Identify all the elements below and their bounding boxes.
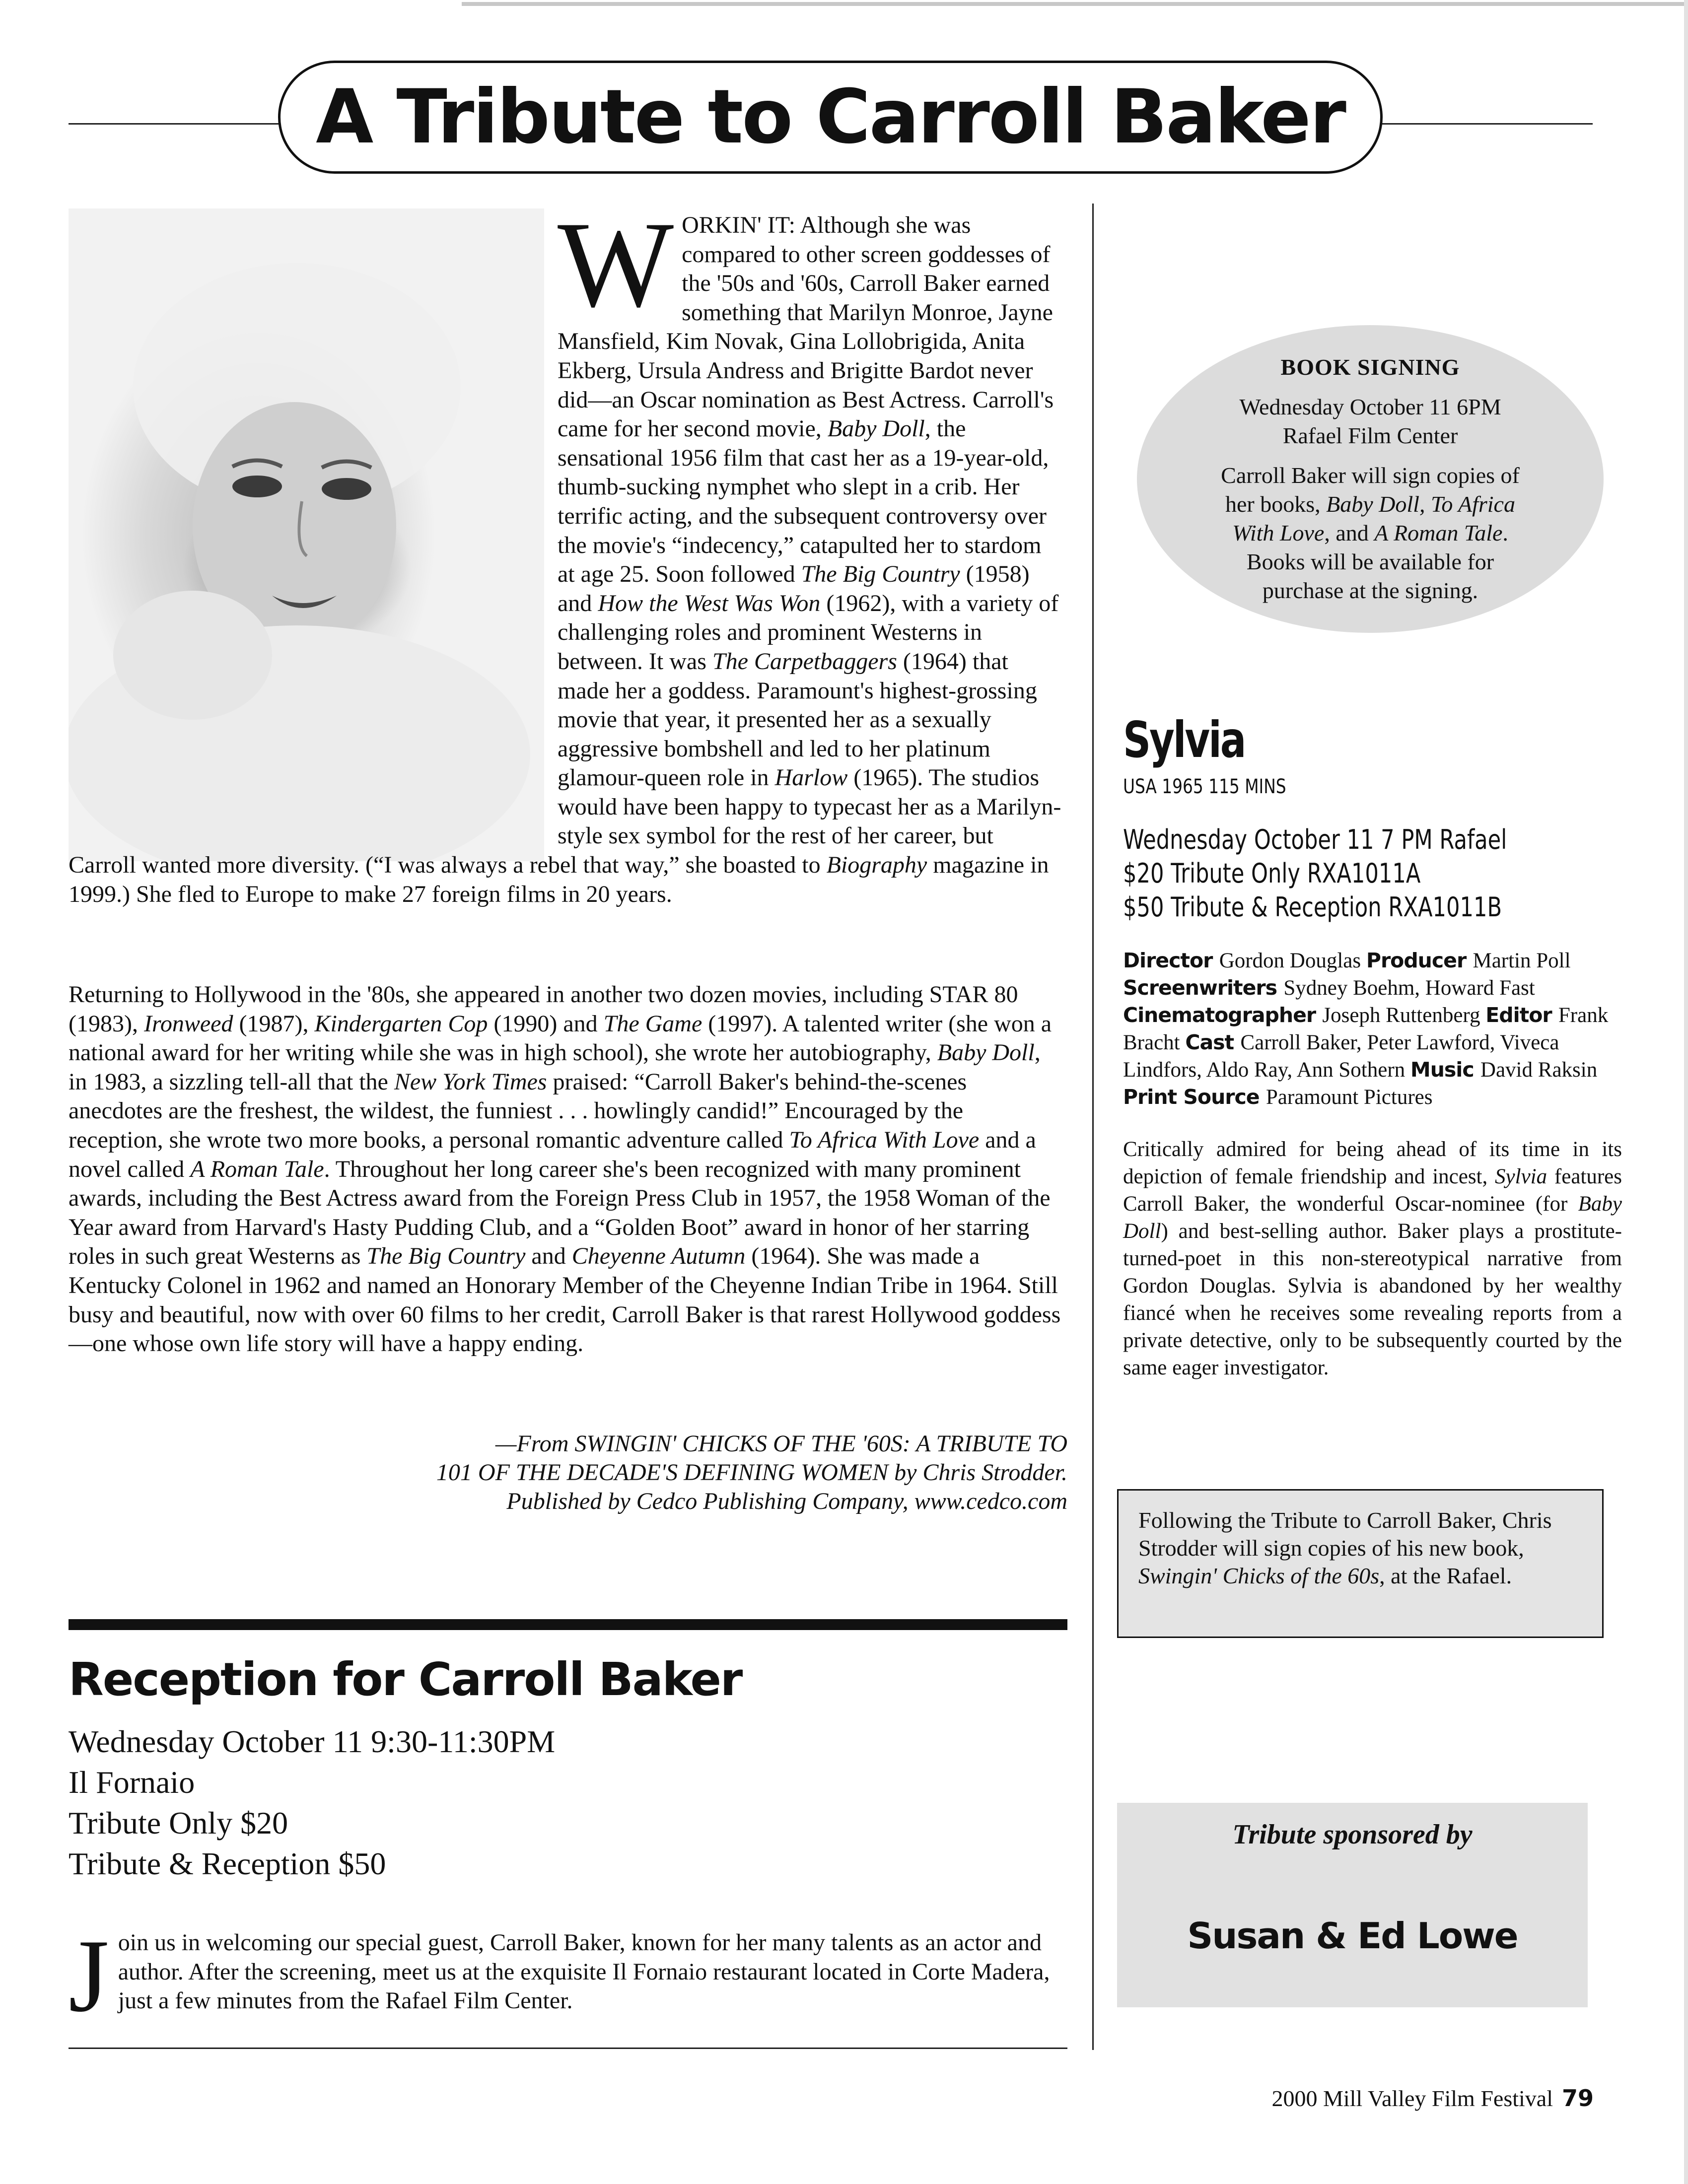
title-rule-left [69, 123, 282, 125]
article-text-run: (1965). The studios would have been happy to typecast her as a Marilyn-style sex symbol for the rest of her career, but Carroll wanted more diversity. (“I was always a rebel that way,” she boasted to [69, 764, 1061, 879]
article-text-run: The Big Country [801, 561, 960, 588]
credit-label: Cast [1185, 1030, 1241, 1054]
article-text-run: (1997). A talented writer (she won a national award for her writing while she was in high school), she wrote her autobiography, [69, 1010, 1052, 1066]
article-text-run: Biography [826, 852, 927, 879]
book-signing-callout [1137, 325, 1604, 633]
page-footer [1271, 2085, 1594, 2112]
article-credit [69, 1430, 1067, 1516]
article-paragraph-2 [69, 980, 1061, 1359]
film-credits [1123, 947, 1622, 1111]
article-text-run: (1958) and [558, 561, 1030, 616]
credit-label: Producer [1366, 949, 1473, 972]
book-signing-text [1211, 461, 1529, 605]
article-text-run: The Carpetbaggers [712, 648, 897, 675]
credit-line: —From SWINGIN' CHICKS OF THE '60S: A TRIBUTE TO [495, 1431, 1067, 1457]
reception-line: Tribute Only $20 [69, 1805, 288, 1841]
film-meta: USA 1965 115 MINS [1123, 775, 1286, 798]
credit-value: Carroll Baker, Peter Lawford, Viveca Lindfors, Aldo Ray, Ann Sothern [1123, 1031, 1559, 1082]
article-text-run: Ironweed [143, 1010, 233, 1037]
column-divider [1092, 204, 1094, 2050]
author-note-run: , at the Rafael. [1379, 1563, 1512, 1588]
article-text-run: Baby Doll [827, 415, 925, 442]
reception-line: Tribute & Reception $50 [69, 1846, 386, 1881]
author-signing-note [1117, 1489, 1604, 1638]
title-rule-right [1379, 123, 1593, 125]
bottom-rule [69, 2048, 1067, 2049]
article-dropcap: W [558, 196, 674, 333]
article-text-run: (1962), with a variety of challenging roles and prominent Westerns in between. It was [558, 590, 1059, 675]
article-text-run: and [525, 1243, 572, 1270]
credit-label: Director [1123, 949, 1219, 972]
credit-value: Gordon Douglas [1219, 949, 1366, 972]
article-text-run: (1964) that made her a goddess. Paramount's highest-grossing movie that year, it presented her as a sexually aggressive bombshell and led to her platinum glamour-queen role in [558, 648, 1037, 791]
film-showtimes [1123, 823, 1507, 924]
film-description-run: Critically admired for being ahead of its time in its depiction of female friendship and incest, [1123, 1138, 1622, 1188]
reception-details [69, 1721, 555, 1884]
credit-value: Martin Poll [1473, 949, 1571, 972]
book-signing-title: BOOK SIGNING [1280, 354, 1460, 380]
film-description-run: Sylvia [1495, 1165, 1547, 1188]
showtime-line: $50 Tribute & Reception RXA1011B [1123, 891, 1502, 923]
sponsor-box [1117, 1803, 1588, 2007]
top-scan-edge [462, 2, 1688, 6]
book-signing-text-run: Carroll Baker will sign copies of her books, [1221, 463, 1520, 517]
credit-label: Cinematographer [1123, 1003, 1323, 1027]
book-signing-time: Wednesday October 11 6PM [1239, 394, 1501, 419]
page-title: A Tribute to Carroll Baker [316, 74, 1345, 160]
film-title: Sylvia [1123, 711, 1245, 769]
article-text-run: How the West Was Won [598, 590, 821, 616]
reception-line: Wednesday October 11 9:30-11:30PM [69, 1724, 556, 1759]
film-description-run: Baby Doll [1123, 1192, 1622, 1243]
article-text-run: ORKIN' IT: Although she was compared to other screen goddesses of the '50s and '60s, Carroll Baker earned something that Marilyn Monroe, Jayne Mansfield, Kim Novak, Gina Lollobrigida, Anita Ekberg, Ursula Andress and Brigitte Bardot never did—an Oscar nomination as Best Actress. Carroll's came for her second movie, [558, 212, 1054, 442]
article-text-run: , in 1983, a sizzling tell-all that the [69, 1039, 1041, 1095]
page-number: 79 [1561, 2085, 1594, 2112]
credit-value: Joseph Ruttenberg [1322, 1004, 1486, 1027]
credit-value: Frank Bracht [1123, 1004, 1609, 1054]
article-text-run: Harlow [774, 764, 848, 791]
title-banner [278, 61, 1383, 174]
article-text-run: magazine in 1999.) She fled to Europe to make 27 foreign films in 20 years. [69, 852, 1049, 907]
article-text-run: A Roman Tale [190, 1156, 324, 1182]
sponsor-label: Tribute sponsored by [1232, 1819, 1473, 1850]
credit-value: Paramount Pictures [1266, 1086, 1433, 1109]
article-text-run: The Game [603, 1010, 703, 1037]
film-description [1123, 1136, 1622, 1381]
reception-text: oin us in welcoming our special guest, Carroll Baker, known for her many talents as an actor and author. After the screening, meet us at the exquisite Il Fornaio restaurant located in Corte Madera, just a few minutes from the Rafael Film Center. [118, 1929, 1050, 2014]
book-signing-text-run: , and [1324, 520, 1375, 546]
book-signing-when [1239, 393, 1501, 450]
reception-dropcap: J [69, 1918, 109, 2034]
reception-rule [69, 1619, 1067, 1630]
footer-text: 2000 Mill Valley Film Festival [1271, 2086, 1553, 2111]
article-text-run: praised: “Carroll Baker's behind-the-scenes anecdotes are the freshest, the wildest, the funniest . . . howlingly candid!” Encouraged by the reception, she wrote two more books, a personal romantic adventure called [69, 1068, 967, 1153]
credit-label: Print Source [1123, 1085, 1266, 1109]
right-scan-edge [1684, 0, 1688, 2184]
author-note-run: Following the Tribute to Carroll Baker, Chris Strodder will sign copies of his new book, [1138, 1507, 1552, 1561]
film-description-run: ) and best-selling author. Baker plays a prostitute-turned-poet in this non-stereotypical narrative from Gordon Douglas. Sylvia is abandoned by her wealthy fiancé when he receives some revealing reports from a private detective, only to be subsequently courted by the same eager investigator. [1123, 1220, 1622, 1379]
credit-label: Screenwriters [1123, 976, 1284, 1000]
article-text-run: Kindergarten Cop [314, 1010, 488, 1037]
article-text-run: . Throughout her long career she's been recognized with many prominent awards, including the Best Actress award from the Foreign Press Club in 1957, the 1958 Woman of the Year award from Harvard's Hasty Pudding Club, and a “Golden Boot” award in honor of her starring roles in such great Westerns as [69, 1156, 1051, 1270]
article-text-run: New York Times [394, 1068, 547, 1095]
article-text-run: (1990) and [488, 1010, 604, 1037]
credit-label: Editor [1485, 1003, 1558, 1027]
showtime-line: Wednesday October 11 7 PM Rafael [1123, 824, 1507, 855]
film-description-run: features Carroll Baker, the wonderful Oscar-nominee (for [1123, 1165, 1622, 1216]
credit-value: Sydney Boehm, Howard Fast [1283, 976, 1535, 1000]
author-note-run: Swingin' Chicks of the 60s [1138, 1563, 1380, 1588]
reception-title: Reception for Carroll Baker [69, 1653, 742, 1706]
article-text-run: (1964). She was made a Kentucky Colonel in 1962 and named an Honorary Member of the Cheyenne Indian Tribe in 1964. Still busy and beautiful, now with over 60 films to her credit, Carroll Baker is that rarest Hollywood goddess—one whose own life story will have a happy ending. [69, 1243, 1061, 1357]
article-text-run: To Africa With Love [789, 1126, 980, 1153]
article-text-run: Cheyenne Autumn [571, 1243, 746, 1270]
reception-line: Il Fornaio [69, 1765, 195, 1800]
reception-body [69, 1918, 1061, 2034]
book-signing-text-run: . Books will be available for purchase at the signing. [1246, 520, 1508, 603]
credit-value: David Raksin [1480, 1058, 1598, 1082]
article-text-run: Returning to Hollywood in the '80s, she appeared in another two dozen movies, including STAR 80 (1983), [69, 981, 1018, 1037]
article-text-run: Baby Doll [937, 1039, 1035, 1066]
credit-line: Published by Cedco Publishing Company, www.cedco.com [506, 1488, 1067, 1514]
credit-label: Music [1410, 1058, 1480, 1082]
credit-line: 101 OF THE DECADE'S DEFINING WOMEN by Chris Strodder. [436, 1459, 1067, 1486]
article-text-run: and a novel called [69, 1126, 1036, 1182]
article-text-run: The Big Country [366, 1243, 526, 1270]
article-text-run: (1987), [233, 1010, 315, 1037]
book-signing-venue: Rafael Film Center [1282, 423, 1458, 448]
showtime-line: $20 Tribute Only RXA1011A [1123, 858, 1421, 889]
article-text-run: , the sensational 1956 film that cast her as a 19-year-old, thumb-sucking nymphet who slept in a crib. Her terrific acting, and the subsequent controversy over the movie's “indecency,” catapulted her to stardom at age 25. Soon followed [558, 415, 1049, 588]
article-body [69, 196, 1061, 909]
book-signing-text-run: Baby Doll, To Africa With Love [1232, 491, 1515, 546]
book-signing-text-run: A Roman Tale [1374, 520, 1503, 546]
sponsor-name: Susan & Ed Lowe [1187, 1915, 1518, 1957]
